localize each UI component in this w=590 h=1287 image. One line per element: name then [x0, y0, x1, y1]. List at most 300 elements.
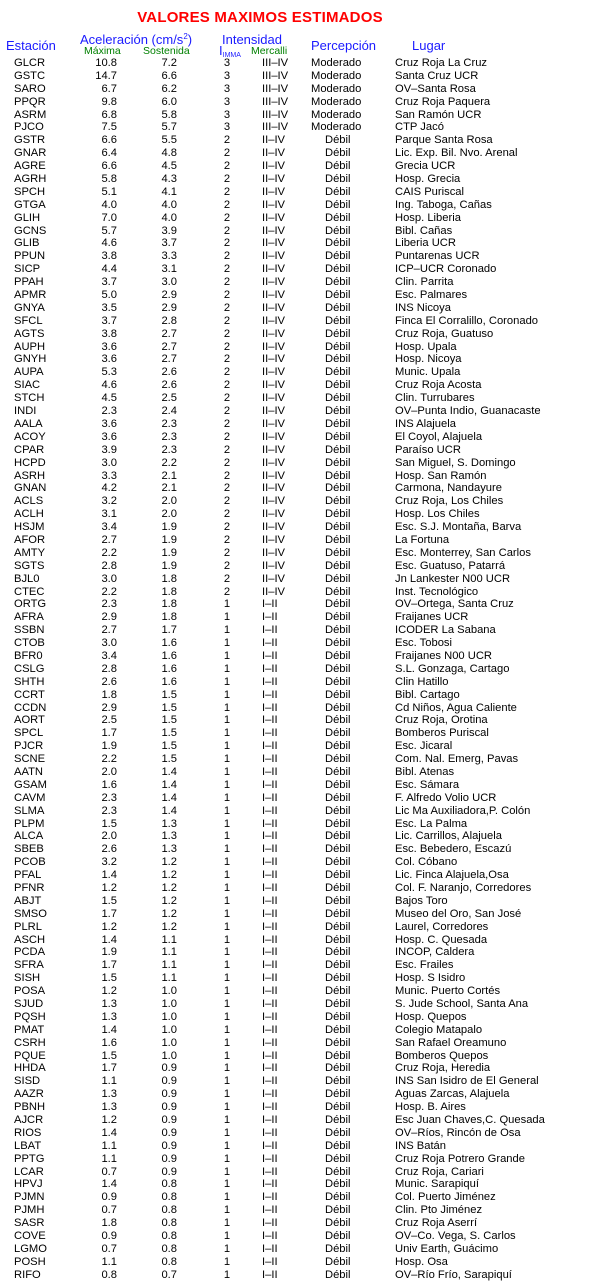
- station-code-cell: ABJT: [14, 894, 42, 907]
- station-code-cell: HCPD: [14, 456, 46, 469]
- table-row: [0, 946, 590, 959]
- location-cell: La Fortuna: [395, 533, 450, 546]
- location-cell: Fraijanes UCR: [395, 611, 469, 624]
- station-code-cell: SBEB: [14, 843, 44, 856]
- table-row: [0, 366, 590, 379]
- max-acceleration-cell: 1.2: [101, 985, 117, 998]
- mercalli-intensity-cell: I–II: [262, 1139, 278, 1152]
- perception-cell: Débil: [325, 237, 351, 250]
- max-acceleration-cell: 14.7: [95, 69, 117, 82]
- perception-cell: Débil: [325, 546, 351, 559]
- location-cell: Cruz Roja, Guatuso: [395, 327, 494, 340]
- station-code-cell: CCDN: [14, 701, 47, 714]
- sustained-acceleration-cell: 2.9: [161, 301, 177, 314]
- mercalli-intensity-cell: II–IV: [262, 198, 286, 211]
- perception-cell: Débil: [325, 353, 351, 366]
- location-cell: Parque Santa Rosa: [395, 134, 493, 147]
- max-acceleration-cell: 2.9: [101, 701, 117, 714]
- table-row: [0, 1088, 590, 1101]
- mercalli-intensity-cell: II–IV: [262, 508, 286, 521]
- max-acceleration-cell: 4.0: [101, 198, 117, 211]
- header-imma-sub: IMMA: [222, 52, 241, 59]
- mercalli-intensity-cell: I–II: [262, 1152, 278, 1165]
- station-code-cell: PBNH: [14, 1101, 46, 1114]
- max-acceleration-cell: 6.6: [101, 134, 117, 147]
- max-acceleration-cell: 3.6: [101, 417, 117, 430]
- max-acceleration-cell: 3.0: [101, 456, 117, 469]
- table-row: [0, 792, 590, 805]
- station-code-cell: SLMA: [14, 804, 45, 817]
- perception-cell: Débil: [325, 173, 351, 186]
- imma-intensity-cell: 2: [223, 559, 231, 572]
- imma-intensity-cell: 1: [223, 1126, 231, 1139]
- perception-cell: Débil: [325, 198, 351, 211]
- perception-cell: Débil: [325, 1114, 351, 1127]
- max-acceleration-cell: 1.3: [101, 1101, 117, 1114]
- station-code-cell: PMAT: [14, 1023, 45, 1036]
- sustained-acceleration-cell: 0.8: [161, 1204, 177, 1217]
- max-acceleration-cell: 1.2: [101, 1114, 117, 1127]
- imma-intensity-cell: 2: [223, 134, 231, 147]
- table-row: [0, 418, 590, 431]
- max-acceleration-cell: 3.0: [101, 572, 117, 585]
- table-row: [0, 624, 590, 637]
- table-row: [0, 985, 590, 998]
- sustained-acceleration-cell: 2.1: [161, 469, 177, 482]
- location-cell: Hosp. Upala: [395, 340, 457, 353]
- mercalli-intensity-cell: I–II: [262, 1178, 278, 1191]
- max-acceleration-cell: 0.8: [101, 1268, 117, 1281]
- station-code-cell: AAZR: [14, 1088, 44, 1101]
- location-cell: CTP Jacó: [395, 121, 444, 134]
- mercalli-intensity-cell: I–II: [262, 1204, 278, 1217]
- sustained-acceleration-cell: 1.1: [161, 959, 177, 972]
- sustained-acceleration-cell: 7.2: [161, 57, 177, 69]
- sustained-acceleration-cell: 1.2: [161, 894, 177, 907]
- mercalli-intensity-cell: I–II: [262, 727, 278, 740]
- sustained-acceleration-cell: 2.5: [161, 392, 177, 405]
- location-cell: Esc. Frailes: [395, 959, 454, 972]
- sustained-acceleration-cell: 1.2: [161, 869, 177, 882]
- location-cell: Finca El Corralillo, Coronado: [395, 314, 539, 327]
- perception-cell: Débil: [325, 1049, 351, 1062]
- sustained-acceleration-cell: 5.5: [161, 134, 177, 147]
- imma-intensity-cell: 2: [223, 353, 231, 366]
- imma-intensity-cell: 1: [223, 1075, 231, 1088]
- mercalli-intensity-cell: I–II: [262, 1126, 278, 1139]
- sustained-acceleration-cell: 1.5: [161, 688, 177, 701]
- header-lugar: Lugar: [412, 38, 446, 53]
- table-row: [0, 392, 590, 405]
- table-row: [0, 1191, 590, 1204]
- sustained-acceleration-cell: 4.5: [161, 160, 177, 173]
- max-acceleration-cell: 1.4: [101, 933, 117, 946]
- sustained-acceleration-cell: 1.5: [161, 701, 177, 714]
- imma-intensity-cell: 1: [223, 611, 231, 624]
- max-acceleration-cell: 2.7: [101, 624, 117, 637]
- sustained-acceleration-cell: 0.7: [161, 1268, 177, 1281]
- max-acceleration-cell: 1.7: [101, 1062, 117, 1075]
- station-code-cell: CSRH: [14, 1036, 46, 1049]
- station-code-cell: PCOB: [14, 856, 46, 869]
- station-code-cell: CAVM: [14, 791, 46, 804]
- imma-intensity-cell: 2: [223, 521, 231, 534]
- sustained-acceleration-cell: 2.3: [161, 430, 177, 443]
- location-cell: San Rafael Oreamuno: [395, 1036, 507, 1049]
- perception-cell: Débil: [325, 753, 351, 766]
- mercalli-intensity-cell: I–II: [262, 830, 278, 843]
- max-acceleration-cell: 2.6: [101, 843, 117, 856]
- table-row: [0, 109, 590, 122]
- station-code-cell: AGRE: [14, 160, 46, 173]
- perception-cell: Débil: [325, 804, 351, 817]
- imma-intensity-cell: 1: [223, 1139, 231, 1152]
- mercalli-intensity-cell: II–IV: [262, 250, 286, 263]
- imma-intensity-cell: 1: [223, 843, 231, 856]
- max-acceleration-cell: 4.6: [101, 379, 117, 392]
- mercalli-intensity-cell: II–IV: [262, 224, 286, 237]
- station-code-cell: PPUN: [14, 250, 46, 263]
- header-aceleracion-label: Aceleración (cm/s: [80, 32, 184, 47]
- imma-intensity-cell: 2: [223, 572, 231, 585]
- perception-cell: Débil: [325, 185, 351, 198]
- table-row: [0, 740, 590, 753]
- location-cell: Hosp. B. Aires: [395, 1101, 466, 1114]
- station-code-cell: PPQR: [14, 95, 46, 108]
- imma-intensity-cell: 2: [223, 379, 231, 392]
- table-row: [0, 972, 590, 985]
- table-row: [0, 1243, 590, 1256]
- table-row: [0, 482, 590, 495]
- mercalli-intensity-cell: II–IV: [262, 546, 286, 559]
- location-cell: Cruz Roja, Cariari: [395, 1165, 484, 1178]
- max-acceleration-cell: 1.7: [101, 907, 117, 920]
- location-cell: Munic. Upala: [395, 366, 461, 379]
- station-code-cell: AORT: [14, 714, 45, 727]
- sustained-acceleration-cell: 4.0: [161, 198, 177, 211]
- perception-cell: Débil: [325, 998, 351, 1011]
- mercalli-intensity-cell: III–IV: [262, 108, 289, 121]
- mercalli-intensity-cell: II–IV: [262, 379, 286, 392]
- imma-intensity-cell: 1: [223, 959, 231, 972]
- station-code-cell: PJMH: [14, 1204, 45, 1217]
- sustained-acceleration-cell: 1.0: [161, 985, 177, 998]
- station-code-cell: AATN: [14, 765, 44, 778]
- table-row: [0, 1166, 590, 1179]
- perception-cell: Débil: [325, 856, 351, 869]
- table-row: [0, 289, 590, 302]
- imma-intensity-cell: 1: [223, 675, 231, 688]
- table-row: [0, 431, 590, 444]
- imma-intensity-cell: 1: [223, 1178, 231, 1191]
- max-acceleration-cell: 2.0: [101, 765, 117, 778]
- location-cell: CAIS Puriscal: [395, 185, 465, 198]
- station-code-cell: GLCR: [14, 57, 46, 69]
- sustained-acceleration-cell: 3.0: [161, 276, 177, 289]
- location-cell: Clin. Pto Jiménez: [395, 1204, 483, 1217]
- perception-cell: Débil: [325, 765, 351, 778]
- location-cell: Fraijanes N00 UCR: [395, 649, 492, 662]
- table-row: [0, 1153, 590, 1166]
- max-acceleration-cell: 6.7: [101, 82, 117, 95]
- station-code-cell: SCNE: [14, 753, 46, 766]
- station-code-cell: PJCR: [14, 740, 44, 753]
- sustained-acceleration-cell: 2.7: [161, 327, 177, 340]
- perception-cell: Débil: [325, 791, 351, 804]
- location-cell: Com. Nal. Emerg, Pavas: [395, 753, 519, 766]
- max-acceleration-cell: 5.1: [101, 185, 117, 198]
- imma-intensity-cell: 2: [223, 198, 231, 211]
- max-acceleration-cell: 1.8: [101, 1217, 117, 1230]
- mercalli-intensity-cell: II–IV: [262, 340, 286, 353]
- station-code-cell: ACLH: [14, 508, 44, 521]
- station-code-cell: GCNS: [14, 224, 47, 237]
- mercalli-intensity-cell: I–II: [262, 907, 278, 920]
- station-code-cell: GTGA: [14, 198, 46, 211]
- imma-intensity-cell: 2: [223, 314, 231, 327]
- table-row: [0, 856, 590, 869]
- imma-intensity-cell: 1: [223, 688, 231, 701]
- station-code-cell: SPCL: [14, 727, 44, 740]
- location-cell: Cruz Roja Paquera: [395, 95, 491, 108]
- mercalli-intensity-cell: I–II: [262, 1088, 278, 1101]
- perception-cell: Débil: [325, 366, 351, 379]
- location-cell: Col. Puerto Jiménez: [395, 1191, 496, 1204]
- table-row: [0, 160, 590, 173]
- mercalli-intensity-cell: I–II: [262, 933, 278, 946]
- max-acceleration-cell: 3.7: [101, 314, 117, 327]
- perception-cell: Débil: [325, 688, 351, 701]
- perception-cell: Débil: [325, 817, 351, 830]
- table-row: [0, 998, 590, 1011]
- perception-cell: Débil: [325, 430, 351, 443]
- imma-intensity-cell: 1: [223, 1088, 231, 1101]
- imma-intensity-cell: 1: [223, 765, 231, 778]
- imma-intensity-cell: 3: [223, 82, 231, 95]
- station-code-cell: CCRT: [14, 688, 45, 701]
- sustained-acceleration-cell: 2.7: [161, 340, 177, 353]
- max-acceleration-cell: 1.3: [101, 1010, 117, 1023]
- imma-intensity-cell: 1: [223, 907, 231, 920]
- station-code-cell: SASR: [14, 1217, 45, 1230]
- table-row: [0, 753, 590, 766]
- mercalli-intensity-cell: II–IV: [262, 289, 286, 302]
- max-acceleration-cell: 1.5: [101, 972, 117, 985]
- sustained-acceleration-cell: 0.8: [161, 1191, 177, 1204]
- sustained-acceleration-cell: 1.2: [161, 920, 177, 933]
- table-row: [0, 250, 590, 263]
- max-acceleration-cell: 6.4: [101, 147, 117, 160]
- sustained-acceleration-cell: 2.6: [161, 379, 177, 392]
- mercalli-intensity-cell: I–II: [262, 1062, 278, 1075]
- location-cell: ICODER La Sabana: [395, 624, 496, 637]
- sustained-acceleration-cell: 1.6: [161, 637, 177, 650]
- max-acceleration-cell: 1.4: [101, 869, 117, 882]
- sustained-acceleration-cell: 4.1: [161, 185, 177, 198]
- sustained-acceleration-cell: 0.8: [161, 1217, 177, 1230]
- mercalli-intensity-cell: II–IV: [262, 147, 286, 160]
- perception-cell: Débil: [325, 160, 351, 173]
- max-acceleration-cell: 6.6: [101, 160, 117, 173]
- imma-intensity-cell: 1: [223, 598, 231, 611]
- sustained-acceleration-cell: 1.0: [161, 998, 177, 1011]
- max-acceleration-cell: 1.6: [101, 1036, 117, 1049]
- sustained-acceleration-cell: 1.5: [161, 727, 177, 740]
- max-acceleration-cell: 3.8: [101, 250, 117, 263]
- sustained-acceleration-cell: 4.0: [161, 211, 177, 224]
- location-cell: Cruz Roja, Heredia: [395, 1062, 491, 1075]
- max-acceleration-cell: 0.7: [101, 1165, 117, 1178]
- sustained-acceleration-cell: 1.9: [161, 559, 177, 572]
- table-row: [0, 1140, 590, 1153]
- max-acceleration-cell: 6.8: [101, 108, 117, 121]
- station-code-cell: AMTY: [14, 546, 46, 559]
- imma-intensity-cell: 1: [223, 791, 231, 804]
- imma-intensity-cell: 1: [223, 1101, 231, 1114]
- table-row: [0, 1127, 590, 1140]
- perception-cell: Débil: [325, 1204, 351, 1217]
- sustained-acceleration-cell: 1.6: [161, 649, 177, 662]
- imma-intensity-cell: 2: [223, 508, 231, 521]
- location-cell: Bibl. Cañas: [395, 224, 453, 237]
- perception-cell: Débil: [325, 637, 351, 650]
- mercalli-intensity-cell: I–II: [262, 637, 278, 650]
- station-code-cell: GNYH: [14, 353, 47, 366]
- location-cell: Hosp. S Isidro: [395, 972, 466, 985]
- perception-cell: Débil: [325, 907, 351, 920]
- perception-cell: Moderado: [311, 121, 362, 134]
- perception-cell: Débil: [325, 1010, 351, 1023]
- max-acceleration-cell: 2.3: [101, 791, 117, 804]
- perception-cell: Débil: [325, 585, 351, 598]
- sustained-acceleration-cell: 1.3: [161, 830, 177, 843]
- table-row: [0, 186, 590, 199]
- mercalli-intensity-cell: II–IV: [262, 211, 286, 224]
- imma-intensity-cell: 1: [223, 882, 231, 894]
- table-row: [0, 779, 590, 792]
- sustained-acceleration-cell: 1.1: [161, 933, 177, 946]
- perception-cell: Débil: [325, 1178, 351, 1191]
- table-row: [0, 225, 590, 238]
- station-code-cell: SARO: [14, 82, 46, 95]
- perception-cell: Débil: [325, 1075, 351, 1088]
- location-cell: OV–Co. Vega, S. Carlos: [395, 1230, 516, 1243]
- imma-intensity-cell: 2: [223, 417, 231, 430]
- sustained-acceleration-cell: 1.3: [161, 843, 177, 856]
- station-code-cell: AGTS: [14, 327, 45, 340]
- perception-cell: Débil: [325, 1268, 351, 1281]
- mercalli-intensity-cell: I–II: [262, 624, 278, 637]
- station-code-cell: STCH: [14, 392, 45, 405]
- table-row: [0, 650, 590, 663]
- station-code-cell: SPCH: [14, 185, 46, 198]
- location-cell: Carmona, Nandayure: [395, 482, 502, 495]
- location-cell: Grecia UCR: [395, 160, 456, 173]
- imma-intensity-cell: 3: [223, 69, 231, 82]
- imma-intensity-cell: 2: [223, 366, 231, 379]
- imma-intensity-cell: 1: [223, 1036, 231, 1049]
- perception-cell: Débil: [325, 1062, 351, 1075]
- location-cell: Esc Juan Chaves,C. Quesada: [395, 1114, 545, 1127]
- max-acceleration-cell: 7.0: [101, 211, 117, 224]
- location-cell: Lic. Finca Alajuela,Osa: [395, 869, 509, 882]
- station-code-cell: SISD: [14, 1075, 41, 1088]
- perception-cell: Débil: [325, 946, 351, 959]
- max-acceleration-cell: 3.4: [101, 521, 117, 534]
- table-row: [0, 508, 590, 521]
- table-row: [0, 1062, 590, 1075]
- station-code-cell: GSAM: [14, 778, 47, 791]
- sustained-acceleration-cell: 1.5: [161, 753, 177, 766]
- imma-intensity-cell: 1: [223, 1204, 231, 1217]
- max-acceleration-cell: 4.6: [101, 237, 117, 250]
- imma-intensity-cell: 2: [223, 327, 231, 340]
- mercalli-intensity-cell: II–IV: [262, 585, 286, 598]
- perception-cell: Débil: [325, 224, 351, 237]
- station-table: [0, 57, 590, 1282]
- mercalli-intensity-cell: III–IV: [262, 82, 289, 95]
- mercalli-intensity-cell: III–IV: [262, 57, 289, 69]
- header-percepcion: Percepción: [311, 38, 377, 53]
- perception-cell: Débil: [325, 959, 351, 972]
- mercalli-intensity-cell: I–II: [262, 920, 278, 933]
- location-cell: Esc. S.J. Montaña, Barva: [395, 521, 522, 534]
- table-row: [0, 1269, 590, 1282]
- location-cell: OV–Punta Indio, Guanacaste: [395, 405, 541, 418]
- mercalli-intensity-cell: I–II: [262, 972, 278, 985]
- station-code-cell: BFR0: [14, 649, 43, 662]
- station-code-cell: ACOY: [14, 430, 46, 443]
- location-cell: INS San Isidro de El General: [395, 1075, 539, 1088]
- mercalli-intensity-cell: I–II: [262, 740, 278, 753]
- imma-intensity-cell: 2: [223, 482, 231, 495]
- location-cell: Univ Earth, Guácimo: [395, 1242, 499, 1255]
- perception-cell: Débil: [325, 289, 351, 302]
- mercalli-intensity-cell: I–II: [262, 662, 278, 675]
- location-cell: INCOP, Caldera: [395, 946, 475, 959]
- mercalli-intensity-cell: III–IV: [262, 95, 289, 108]
- station-code-cell: AUPA: [14, 366, 44, 379]
- imma-intensity-cell: 3: [223, 121, 231, 134]
- max-acceleration-cell: 1.4: [101, 1178, 117, 1191]
- perception-cell: Débil: [325, 250, 351, 263]
- table-row: [0, 727, 590, 740]
- sustained-acceleration-cell: 5.7: [161, 121, 177, 134]
- perception-cell: Moderado: [311, 95, 362, 108]
- perception-cell: Débil: [325, 1242, 351, 1255]
- location-cell: Cruz Roja Acosta: [395, 379, 482, 392]
- perception-cell: Débil: [325, 1217, 351, 1230]
- table-row: [0, 869, 590, 882]
- sustained-acceleration-cell: 1.5: [161, 740, 177, 753]
- sustained-acceleration-cell: 2.7: [161, 353, 177, 366]
- imma-intensity-cell: 1: [223, 1049, 231, 1062]
- perception-cell: Débil: [325, 740, 351, 753]
- max-acceleration-cell: 3.3: [101, 469, 117, 482]
- perception-cell: Moderado: [311, 82, 362, 95]
- location-cell: Hosp. Liberia: [395, 211, 461, 224]
- imma-intensity-cell: 1: [223, 1268, 231, 1281]
- mercalli-intensity-cell: I–II: [262, 1191, 278, 1204]
- perception-cell: Débil: [325, 843, 351, 856]
- imma-intensity-cell: 1: [223, 830, 231, 843]
- station-code-cell: SICP: [14, 263, 41, 276]
- station-code-cell: HPVJ: [14, 1178, 43, 1191]
- mercalli-intensity-cell: I–II: [262, 791, 278, 804]
- table-row: [0, 1178, 590, 1191]
- imma-intensity-cell: 2: [223, 224, 231, 237]
- table-row: [0, 212, 590, 225]
